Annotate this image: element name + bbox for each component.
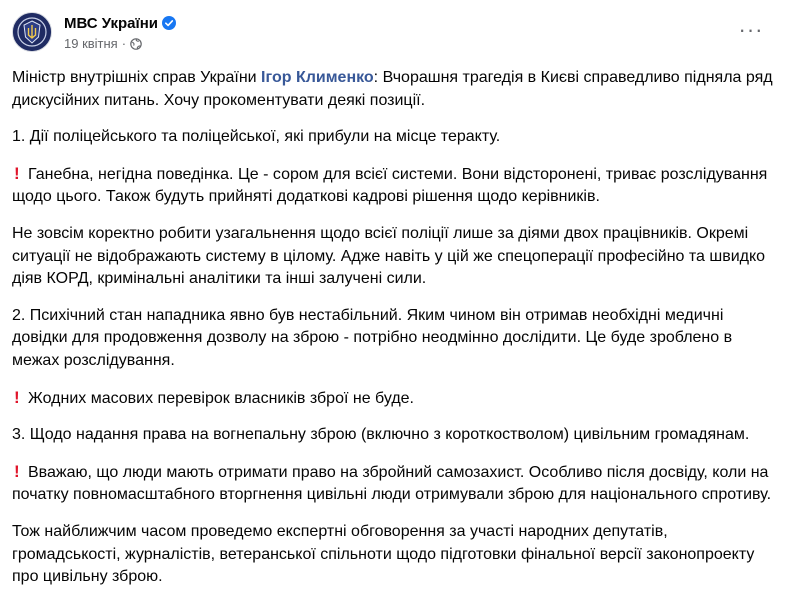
post-paragraph (12, 521, 775, 589)
more-options-button[interactable] (737, 17, 765, 48)
author-name[interactable] (64, 14, 176, 34)
post-meta (64, 36, 142, 52)
post-paragraph (12, 461, 775, 507)
mention-link[interactable]: Ігор Клименко (261, 69, 374, 86)
post-text (12, 67, 775, 595)
verified-badge-icon (162, 16, 176, 30)
meta-separator: · (121, 36, 127, 51)
post-date[interactable]: 19 квітня (64, 36, 118, 51)
post-paragraph (12, 424, 775, 447)
paragraph-text: Вважаю, що люди мають отримати право на збройний самозахист. Особливо після досвіду, коли на початку повномасштабного вторгнення цивільні люди отримували зброю для національного спротиву. (12, 463, 772, 504)
page-avatar[interactable] (12, 12, 52, 52)
post-paragraph-intro (12, 67, 775, 112)
post-paragraph (12, 223, 775, 291)
paragraph-text: Не зовсім коректно робити узагальнення щодо всієї поліції лише за діями двох працівників. Окремі ситуації не відображають систему в цілому. Адже навіть у цій же спецоперації професійно та швидко діяв КОРД, кримінальні аналітики та інші залучені сили. (12, 224, 766, 288)
paragraph-text: 2. Психічний стан нападника явно був нестабільний. Яким чином він отримав необхідні медичні довідки для продовження дозволу на зброю - потрібно неодмінно дослідити. Це буде зроблено в межах розслідування. (12, 306, 733, 369)
red-exclamation-icon: ! (14, 163, 20, 183)
paragraph-text: Ганебна, негідна поведінка. Це - сором для всієї системи. Вони відсторонені, триває розслідування щодо цього. Також будуть прийняті додаткові кадрові рішення щодо керівників. (12, 165, 768, 206)
police-emblem-icon (13, 13, 51, 51)
intro-text: Міністр внутрішніх справ України (12, 69, 262, 86)
post-paragraph (12, 126, 775, 149)
paragraph-text: Жодних масових перевірок власників зброї не буде. (28, 389, 414, 407)
post-paragraph (12, 387, 775, 411)
more-options-icon: ··· (738, 17, 764, 42)
intro-text-rest: : Вчорашня трагедія в Києві справедливо підняла ряд дискусійних питань. Хочу прокоментувати деякі позиції. (12, 69, 773, 109)
post-paragraph (12, 163, 775, 209)
post-header (12, 12, 775, 56)
paragraph-text: Тож найближчим часом проведемо експертні обговорення за участі народних депутатів, громадськості, журналістів, ветеранської спільноти щодо підготовки фінальної версії законопроекту про цивільну зброю. (12, 522, 755, 586)
red-exclamation-icon: ! (14, 461, 20, 481)
red-exclamation-icon: ! (14, 387, 20, 407)
post-paragraph (12, 305, 775, 373)
paragraph-text: 3. Щодо надання права на вогнепальну зброю (включно з короткостволом) цивільним громадянам. (12, 426, 750, 444)
paragraph-text: 1. Дії поліцейського та поліцейської, які прибули на місце теракту. (12, 128, 501, 146)
author-name-text[interactable]: МВС України (64, 15, 159, 32)
globe-icon[interactable] (130, 38, 142, 50)
